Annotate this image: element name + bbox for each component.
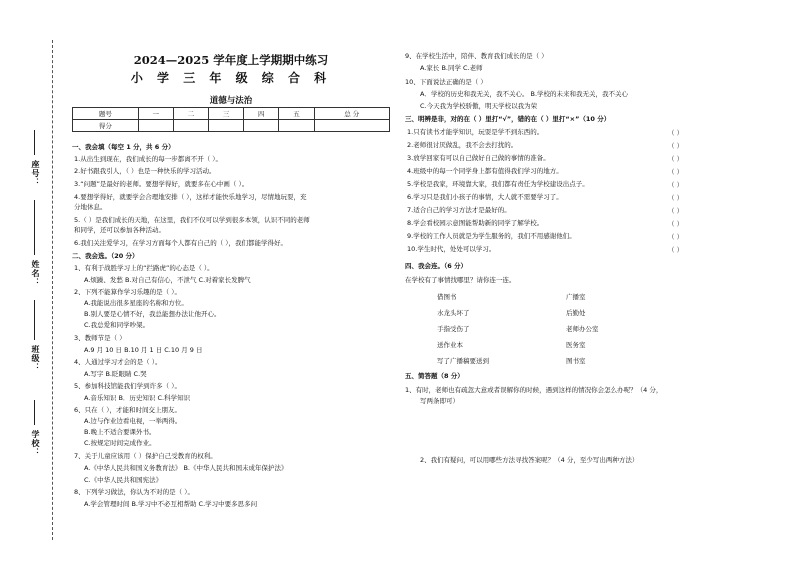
tf-answer-box[interactable]: （ ） bbox=[668, 246, 684, 254]
school-field[interactable] bbox=[34, 400, 35, 425]
choice-option: A.边与作业边看电视，一举两得。 bbox=[84, 417, 182, 425]
choice-question[interactable]: 2、下列不能算作学习乐趣的是（ ）。 bbox=[74, 288, 181, 296]
binding-margin bbox=[0, 0, 58, 561]
score-input[interactable] bbox=[314, 120, 389, 132]
tf-answer-box[interactable]: （ ） bbox=[668, 168, 684, 176]
match-right-item[interactable]: 医务室 bbox=[566, 341, 586, 349]
fill-item: 和同学，还可以参加各种活动。 bbox=[74, 226, 165, 234]
choice-question[interactable]: 1、有利于战胜学习上的“拦路虎”的心态是（ ）。 bbox=[74, 264, 214, 272]
tf-answer-box[interactable]: （ ） bbox=[668, 233, 684, 241]
score-input[interactable] bbox=[209, 120, 244, 132]
tf-answer-box[interactable]: （ ） bbox=[668, 207, 684, 215]
score-header-row bbox=[73, 108, 390, 120]
tf-answer-box[interactable]: （ ） bbox=[668, 129, 684, 137]
score-cell: 总 分 bbox=[314, 108, 389, 120]
tf-item: 8.学会看校园示意图能帮助新的同学了解学校。 bbox=[407, 219, 544, 227]
score-cell: 二 bbox=[173, 108, 208, 120]
choice-option: C.《中华人民共和国宪法》 bbox=[84, 476, 163, 484]
answer-area-1[interactable] bbox=[420, 410, 780, 450]
match-left-item[interactable]: 写了广播稿要送到 bbox=[437, 357, 489, 365]
section-4-title: 四、我会连。（6 分） bbox=[405, 262, 468, 270]
choice-option: A.我能说出很多星座的名称和方位。 bbox=[84, 299, 188, 307]
choice-options: A.写字 B.眨眼睛 C.哭 bbox=[84, 370, 147, 378]
score-cell: 四 bbox=[244, 108, 279, 120]
match-left-item[interactable]: 送作业本 bbox=[437, 341, 463, 349]
score-cell: 一 bbox=[138, 108, 173, 120]
choice-options: A.《中华人民共和国义务教育法》 B.《中华人民共和国未成年保护法》 bbox=[84, 464, 288, 472]
choice-question[interactable]: 6、只在（ ），才能和时间交上朋友。 bbox=[74, 406, 181, 414]
tf-answer-box[interactable]: （ ） bbox=[668, 155, 684, 163]
tf-item: 1.只有读书才能学知识，玩耍是学不到东西的。 bbox=[407, 128, 544, 136]
tf-item: 10.学生时代，处处可以学习。 bbox=[407, 245, 496, 253]
fill-item[interactable]: 1.从出生到现在，我们成长的每一步都离不开（ ）。 bbox=[74, 155, 223, 163]
score-input[interactable] bbox=[173, 120, 208, 132]
fold-line bbox=[52, 40, 53, 540]
tf-item: 9.学校的工作人员就是为学生服务的，我们不用感谢他们。 bbox=[407, 232, 576, 240]
score-cell: 五 bbox=[279, 108, 314, 120]
choice-options: A.烦躁、发愁 B.对自己有信心，不泄气 C.对着家长发脾气 bbox=[84, 276, 251, 284]
tf-answer-box[interactable]: （ ） bbox=[668, 220, 684, 228]
score-input[interactable] bbox=[138, 120, 173, 132]
choice-options: A.音乐知识 B．历史知识 C.科学知识 bbox=[84, 394, 191, 402]
tf-item: 6.学习只是我们小孩子的事情，大人就不需要学习了。 bbox=[407, 193, 563, 201]
score-table bbox=[72, 107, 390, 132]
score-cell: 题号 bbox=[73, 108, 139, 120]
choice-option: C.我总爱和同学吵架。 bbox=[84, 321, 150, 329]
match-right-item[interactable]: 老师办公室 bbox=[566, 325, 599, 333]
seat-field[interactable] bbox=[34, 130, 35, 155]
choice-question[interactable]: 4、人通过学习才会的是（ ）。 bbox=[74, 358, 162, 366]
score-value-row bbox=[73, 120, 390, 132]
match-right-item[interactable]: 广播室 bbox=[566, 293, 586, 301]
tf-item: 7.适合自己的学习方法才是最好的。 bbox=[407, 206, 511, 214]
tf-item: 2.老师很讨厌做乱，我不会去打扰的。 bbox=[407, 141, 518, 149]
fill-item[interactable]: 2.好书跟我引人，（ ）也是一种快乐的学习活动。 bbox=[74, 167, 216, 175]
fill-item[interactable]: 6.我们关注爱学习，在学习方面每个人都有自己的（ ），我们都能学得好。 bbox=[74, 239, 288, 247]
choice-question[interactable]: 8、下列学习做法，你认为不对的是（ ）。 bbox=[74, 488, 194, 496]
fill-item[interactable]: 5.（ ）是我们成长的天地，在这里，我们不仅可以学到很多本领，认识不同的老师 bbox=[74, 216, 310, 224]
short-answer-question: 1、有时，老师也有疏忽大意或者误解你的时候，遇到这样的情况你会怎么办呢？（4 分， bbox=[405, 386, 663, 394]
match-left-item[interactable]: 水龙头坏了 bbox=[437, 309, 470, 317]
section-3-title: 三、明辨是非，对的在（ ）里打“√”，错的在（ ）里打“×”（10 分） bbox=[405, 115, 611, 123]
choice-question[interactable]: 10、下面说法正确的是（ ） bbox=[405, 78, 487, 86]
choice-option: B.晚上不适合要课外书。 bbox=[84, 428, 156, 436]
section-5-title: 五、简答题（8 分） bbox=[405, 372, 464, 380]
match-right-item[interactable]: 图书室 bbox=[566, 357, 586, 365]
match-right-item[interactable]: 后勤处 bbox=[566, 309, 586, 317]
choice-option: C.今天我为学校骄傲，明天学校以我为荣 bbox=[420, 102, 538, 110]
choice-option: A．学校的历史和我无关，我不关心。 B.学校的未来和我无关，我不关心 bbox=[420, 90, 629, 98]
choice-question[interactable]: 5、参加科技馆能我们学到许多（ ）。 bbox=[74, 382, 181, 390]
short-answer-question: 2、我们有疑问，可以用哪些方法寻找答案呢？（4 分，至少写出两种方法） bbox=[420, 456, 639, 464]
name-field[interactable] bbox=[34, 200, 35, 255]
score-cell: 三 bbox=[209, 108, 244, 120]
tf-answer-box[interactable]: （ ） bbox=[668, 181, 684, 189]
choice-question[interactable]: 3、教师节是（ ） bbox=[74, 334, 126, 342]
class-field[interactable] bbox=[34, 300, 35, 340]
subject-title: 道德与法治 bbox=[209, 96, 253, 106]
choice-question[interactable]: 9、在学校生活中，陪伴、教育我们成长的是（ ） bbox=[405, 52, 548, 60]
exam-title: 2024—2025 学年度上学期期中练习 bbox=[133, 53, 329, 67]
short-answer-question-cont: 写两条即可） bbox=[420, 397, 459, 405]
fill-item[interactable]: 4.要想学得好，就要学会合理地安排（ ），这样才能快乐地学习，尽情地玩耍，充 bbox=[74, 193, 307, 201]
tf-answer-box[interactable]: （ ） bbox=[668, 142, 684, 150]
tf-item: 4.班级中的每一个同学身上都有值得我们学习的地方。 bbox=[407, 167, 563, 175]
section-4-prompt: 在学校有了事情找哪里？请你连一连。 bbox=[405, 276, 516, 284]
class-label: 班级： bbox=[31, 345, 40, 372]
name-label: 姓名： bbox=[31, 260, 40, 287]
school-label: 学校： bbox=[31, 430, 40, 457]
answer-area-2[interactable] bbox=[420, 470, 780, 530]
tf-item: 3.放学回家有可以自己做好自己做的事情的准备。 bbox=[407, 154, 550, 162]
exam-subtitle: 小 学 三 年 级 综 合 科 bbox=[130, 71, 332, 85]
choice-option: B.别人要是心情不好，我总能想办法让他开心。 bbox=[84, 310, 221, 318]
match-left-item[interactable]: 借图书 bbox=[437, 293, 457, 301]
score-input[interactable] bbox=[279, 120, 314, 132]
section-1-title: 一、我会填（每空 1 分，共 6 分） bbox=[72, 143, 175, 151]
tf-answer-box[interactable]: （ ） bbox=[668, 194, 684, 202]
choice-option: C.按规定时间完成作业。 bbox=[84, 439, 156, 447]
choice-options: A.学会管理时间 B.学习中不必互相帮助 C.学习中要多思多问 bbox=[84, 500, 258, 508]
fill-item: 分地休息。 bbox=[74, 203, 107, 211]
choice-question[interactable]: 7、关于儿童应该用（ ）保护自己受教育的权利。 bbox=[74, 452, 217, 460]
choice-options: A.9 月 10 日 B.10 月 1 日 C.10 月 9 日 bbox=[84, 346, 203, 354]
tf-item: 5.学校是我家，环境靠大家，我们都有责任为学校建设出点子。 bbox=[407, 180, 589, 188]
choice-options: A.家长 B.同学 C.老师 bbox=[420, 64, 483, 72]
fill-item[interactable]: 3.“问题”是最好的老师。要想学得好，就要多在心中画（ ）。 bbox=[74, 180, 249, 188]
seat-label: 座号： bbox=[31, 160, 40, 187]
section-2-title: 二、我会选。（20 分） bbox=[72, 252, 139, 260]
score-input[interactable] bbox=[244, 120, 279, 132]
match-left-item[interactable]: 手指受伤了 bbox=[437, 325, 470, 333]
score-cell: 得分 bbox=[73, 120, 139, 132]
